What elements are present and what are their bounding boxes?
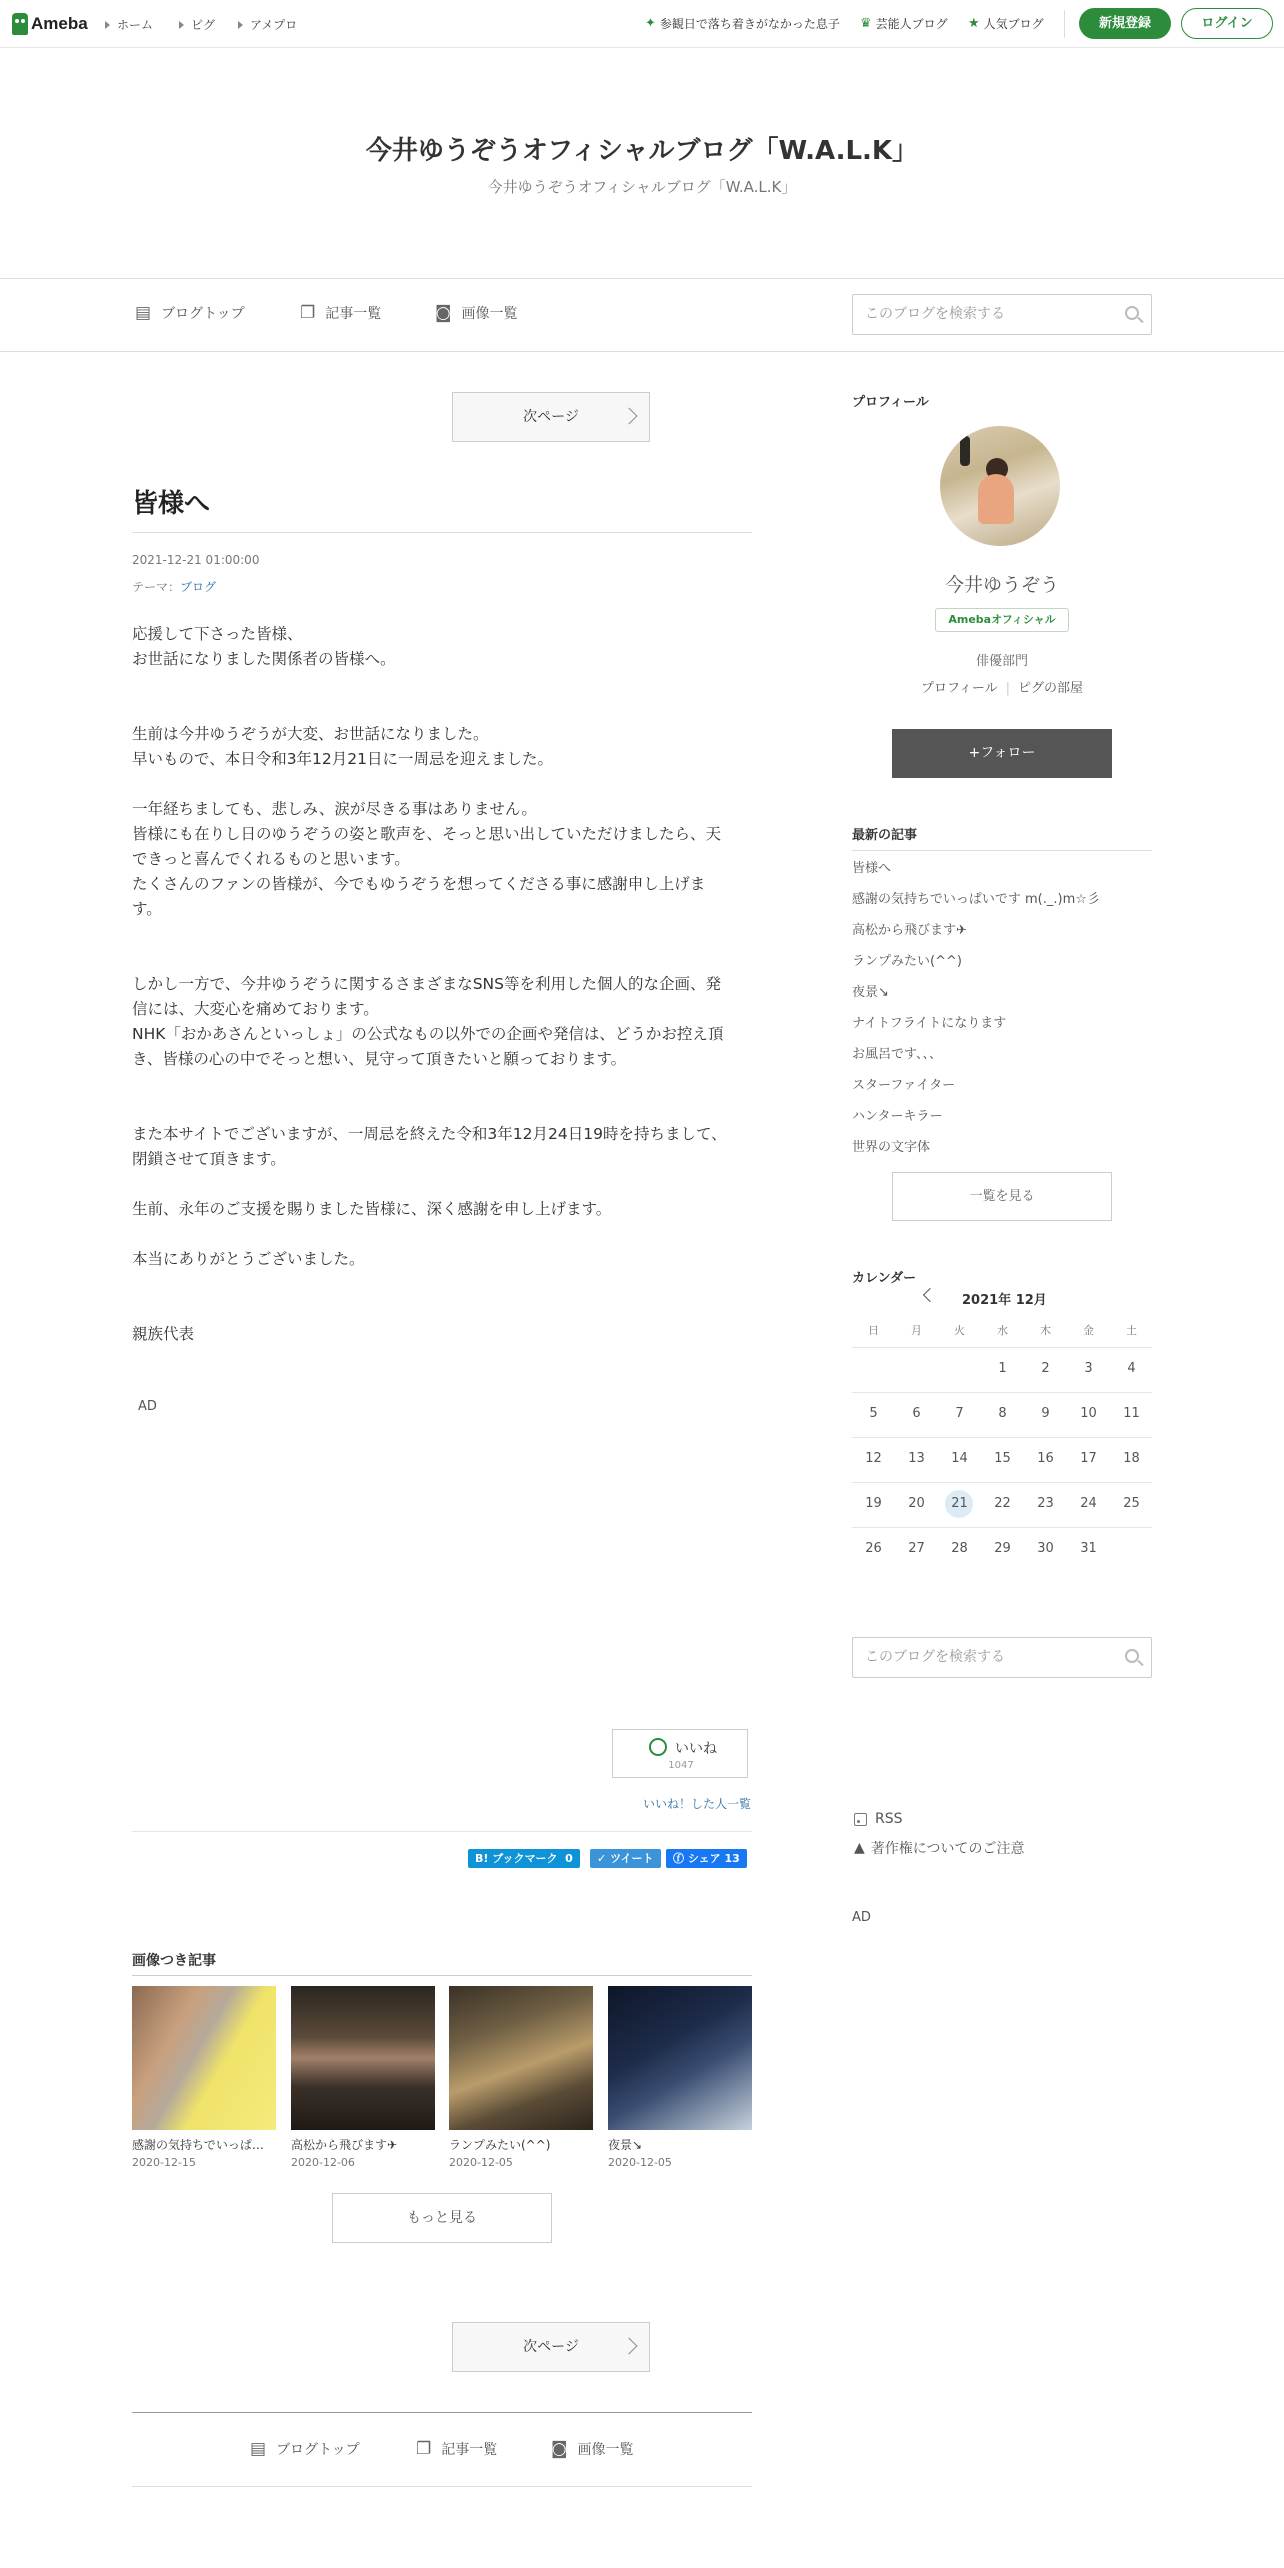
avatar-figure — [960, 436, 970, 466]
top-nav-amepro[interactable] — [238, 16, 297, 33]
image-articles-heading: 画像つき記事 — [132, 1953, 216, 1969]
text-line: 親族代表 — [132, 1325, 195, 1343]
calendar-day[interactable]: 21 — [951, 1496, 968, 1511]
text-line: す。 — [132, 900, 162, 918]
calendar-day[interactable]: 30 — [1037, 1541, 1054, 1556]
calendar-weekday: 日 — [868, 1324, 879, 1337]
warning-icon: ▲ — [854, 1840, 865, 1856]
bird-icon: ✓ — [597, 1852, 607, 1865]
avatar[interactable] — [940, 426, 1060, 546]
top-nav-home[interactable] — [105, 16, 153, 33]
search-placeholder: このブログを検索する — [865, 1649, 1005, 1665]
triangle-icon — [238, 21, 243, 29]
calendar-day[interactable]: 23 — [1037, 1496, 1054, 1511]
article-paragraph — [132, 797, 752, 922]
calendar-heading: カレンダー — [852, 1271, 917, 1286]
hatena-bookmark-button[interactable] — [468, 1849, 580, 1868]
text-line: 応援して下さった皆様、 — [132, 625, 303, 643]
list-all-button[interactable]: 一覧を見る — [892, 1172, 1112, 1221]
login-button[interactable]: ログイン — [1181, 8, 1273, 39]
calendar-day[interactable]: 8 — [998, 1406, 1007, 1421]
camera-icon: ◙ — [551, 2439, 568, 2459]
like-label: いいね — [675, 1741, 717, 1757]
search-icon[interactable] — [1125, 306, 1139, 320]
article-signature — [132, 1322, 752, 1347]
text-line: 本当にありがとうございました。 — [132, 1250, 365, 1268]
thumbnail-image[interactable] — [132, 1986, 276, 2130]
nav-label: 記事一覧 — [441, 2442, 498, 2458]
calendar-day[interactable]: 15 — [994, 1451, 1011, 1466]
recent-article-link[interactable]: お風呂です、、、 — [852, 1047, 942, 1062]
trending-link[interactable] — [645, 15, 840, 32]
tweet-label: ツイート — [610, 1852, 654, 1865]
nav-images[interactable] — [435, 303, 518, 323]
recent-article-link[interactable]: 夜景↘︎ — [852, 985, 889, 1000]
calendar-day[interactable]: 10 — [1080, 1406, 1097, 1421]
text-line: 生前、永年のご支援を賜りました皆様に、深く感謝を申し上げます。 — [132, 1200, 612, 1218]
calendar-day[interactable]: 28 — [951, 1541, 968, 1556]
article-paragraph — [132, 972, 752, 1072]
search-icon[interactable] — [1125, 1649, 1139, 1663]
rss-label: RSS — [875, 1811, 903, 1827]
calendar-day[interactable]: 7 — [955, 1406, 964, 1421]
calendar-day[interactable]: 25 — [1123, 1496, 1140, 1511]
pig-room-link[interactable]: ピグの部屋 — [1018, 681, 1084, 696]
text-line: たくさんのファンの皆様が、今でもゆうぞうを想ってくださる事に感謝申し上げま — [132, 875, 706, 893]
star-icon: ★ — [968, 16, 980, 31]
text-line: 一年経ちましても、悲しみ、涙が尽きる事はありません。 — [132, 800, 537, 818]
theme-link[interactable]: ブログ — [180, 580, 217, 594]
document-icon: ▤ — [135, 303, 152, 323]
crown-icon: ♛ — [860, 16, 872, 31]
article-paragraph — [132, 1247, 752, 1272]
search-input[interactable] — [852, 294, 1152, 335]
divider — [132, 1975, 752, 1976]
blog-subtitle: 今井ゆうぞうオフィシャルブログ「W.A.L.K」 — [487, 178, 797, 196]
calendar-weekday: 木 — [1040, 1324, 1051, 1337]
text-line: き、皆様の心の中でそっと想い、見守って頂きたいと願っております。 — [132, 1050, 627, 1068]
profile-heading: プロフィール — [852, 395, 929, 410]
article-paragraph — [132, 722, 752, 772]
thumbnail-image[interactable] — [608, 1986, 752, 2130]
nav-blog-top[interactable] — [135, 303, 245, 323]
recent-article-link[interactable]: 高松から飛びます✈︎ — [852, 923, 967, 938]
calendar-day[interactable]: 16 — [1037, 1451, 1054, 1466]
bookmark-label: B! ブックマーク — [475, 1852, 558, 1865]
chevron-left-icon[interactable] — [923, 1288, 937, 1302]
text-line: しかし一方で、今井ゆうぞうに関するさまざまなSNS等を利用した個人的な企画、発 — [132, 975, 721, 993]
thumbnail-title[interactable]: 感謝の気持ちでいっぱ… — [132, 2138, 264, 2152]
smile-icon — [649, 1738, 667, 1756]
facebook-share-button[interactable] — [666, 1849, 747, 1868]
recent-article-link[interactable]: 世界の文字体 — [852, 1140, 931, 1155]
popular-blog-label: 人気ブログ — [983, 17, 1044, 31]
ad-label: AD — [138, 1399, 157, 1414]
like-users-link[interactable]: いいね！した人一覧 — [643, 1797, 752, 1811]
facebook-icon: ⓕ — [673, 1852, 684, 1865]
text-line: 信には、大変心を痛めております。 — [132, 1000, 379, 1018]
celebrity-blog-link[interactable] — [860, 15, 948, 32]
thumbnail-image[interactable] — [291, 1986, 435, 2130]
calendar-day[interactable]: 4 — [1127, 1361, 1136, 1376]
next-page-button[interactable] — [452, 392, 650, 442]
calendar-day[interactable]: 24 — [1080, 1496, 1097, 1511]
divider — [852, 850, 1152, 851]
calendar-day[interactable]: 29 — [994, 1541, 1011, 1556]
calendar-weekday: 金 — [1083, 1324, 1094, 1337]
logo-text: Ameba — [31, 14, 88, 33]
thumbnail-title[interactable]: ランプみたい(^^) — [449, 2138, 551, 2152]
bottom-nav-images[interactable] — [551, 2439, 634, 2459]
copy-icon: ❐ — [416, 2439, 432, 2459]
text-line: 生前は今井ゆうぞうが大変、お世話になりました。 — [132, 725, 489, 743]
separator: | — [1005, 681, 1011, 696]
calendar-row-divider — [852, 1392, 1152, 1393]
thumbnail-date: 2020-12-15 — [132, 2156, 196, 2169]
calendar-day[interactable]: 6 — [912, 1406, 921, 1421]
chevron-right-icon — [621, 408, 638, 425]
top-nav-pig[interactable] — [179, 16, 215, 33]
calendar-day[interactable]: 17 — [1080, 1451, 1097, 1466]
calendar-day[interactable]: 13 — [908, 1451, 925, 1466]
nav-label: 記事一覧 — [325, 306, 382, 322]
text-line: また本サイトでございますが、一周忌を終えた令和3年12月24日19時を持ちまして、 — [132, 1125, 727, 1143]
sidebar-ad-label: AD — [852, 1910, 871, 1925]
calendar-weekday: 水 — [997, 1324, 1008, 1337]
tweet-button[interactable] — [590, 1849, 661, 1868]
thumbnail-image[interactable] — [449, 1986, 593, 2130]
top-nav-label: アメプロ — [250, 18, 298, 32]
calendar-day[interactable]: 14 — [951, 1451, 968, 1466]
like-count: 1047 — [668, 1760, 694, 1771]
calendar-day[interactable]: 26 — [865, 1541, 882, 1556]
divider — [132, 2486, 752, 2487]
camera-icon: ◙ — [435, 303, 452, 323]
triangle-icon — [179, 21, 184, 29]
text-line: 早いもので、本日令和3年12月21日に一周忌を迎えました。 — [132, 750, 553, 768]
avatar-body — [978, 474, 1014, 524]
calendar-day[interactable]: 27 — [908, 1541, 925, 1556]
divider — [132, 2412, 752, 2413]
chevron-right-icon — [621, 2338, 638, 2355]
thumbnail-date: 2020-12-05 — [449, 2156, 513, 2169]
calendar-row-divider — [852, 1347, 1152, 1348]
recent-article-link[interactable]: 感謝の気持ちでいっぱいです m(._.)m☆彡 — [852, 892, 1100, 907]
calendar-day[interactable]: 2 — [1041, 1361, 1050, 1376]
bottom-nav-blog-top[interactable] — [250, 2439, 360, 2459]
more-button[interactable]: もっと見る — [332, 2193, 552, 2243]
recent-article-link[interactable]: ランプみたい(^^) — [852, 954, 962, 969]
document-icon: ▤ — [250, 2439, 267, 2459]
ameba-logo-icon — [12, 13, 28, 35]
trending-link-label: 参観日で落ち着きがなかった息子 — [659, 17, 840, 31]
thumbnail-title[interactable]: 夜景↘︎ — [608, 2138, 643, 2152]
recent-article-link[interactable]: 皆様へ — [852, 861, 892, 876]
profile-link[interactable]: プロフィール — [920, 681, 998, 696]
sparkle-icon: ✦ — [645, 16, 656, 31]
search-placeholder: このブログを検索する — [865, 306, 1005, 322]
celebrity-blog-label: 芸能人ブログ — [875, 17, 948, 31]
share-count: 13 — [724, 1852, 740, 1865]
calendar-day[interactable]: 20 — [908, 1496, 925, 1511]
thumbnail-date: 2020-12-05 — [608, 2156, 672, 2169]
calendar-weekday: 土 — [1126, 1324, 1137, 1337]
calendar-day[interactable]: 5 — [869, 1406, 878, 1421]
nav-entries[interactable] — [300, 303, 381, 323]
calendar-day[interactable]: 1 — [998, 1361, 1007, 1376]
follow-button[interactable]: +フォロー — [892, 729, 1112, 778]
official-badge: Amebaオフィシャル — [935, 608, 1069, 632]
popular-blog-link[interactable] — [968, 15, 1044, 32]
nav-label: 画像一覧 — [461, 306, 518, 322]
ameba-logo[interactable] — [12, 12, 88, 36]
sidebar-search-input[interactable] — [852, 1637, 1152, 1678]
thumbnail-date: 2020-12-06 — [291, 2156, 355, 2169]
bottom-nav-entries[interactable] — [416, 2439, 497, 2459]
calendar-row-divider — [852, 1482, 1152, 1483]
text-line: 皆様にも在りし日のゆうぞうの姿と歌声を、そっと思い出していただけましたら、天 — [132, 825, 722, 843]
divider — [1064, 10, 1065, 38]
calendar-day[interactable]: 31 — [1080, 1541, 1097, 1556]
triangle-icon — [105, 21, 110, 29]
calendar-row-divider — [852, 1527, 1152, 1528]
nav-label: ブログトップ — [161, 306, 245, 322]
top-nav-label: ピグ — [191, 18, 216, 32]
rss-link[interactable] — [854, 1811, 903, 1827]
profile-name[interactable]: 今井ゆうぞう — [944, 574, 1059, 596]
rss-icon — [854, 1813, 867, 1826]
article-paragraph — [132, 1197, 752, 1222]
divider — [132, 532, 752, 533]
bookmark-count: 0 — [565, 1852, 573, 1865]
profile-department[interactable]: 俳優部門 — [975, 654, 1028, 669]
calendar-weekday: 月 — [911, 1324, 922, 1337]
calendar-day[interactable]: 3 — [1084, 1361, 1093, 1376]
text-line: お世話になりました関係者の皆様へ。 — [132, 650, 396, 668]
nav-label: ブログトップ — [276, 2442, 360, 2458]
recent-article-link[interactable]: ナイトフライトになります — [852, 1016, 1007, 1031]
calendar-weekday: 火 — [954, 1324, 965, 1337]
article-title[interactable]: 皆様へ — [132, 489, 211, 519]
nav-label: 画像一覧 — [577, 2442, 634, 2458]
top-nav-label: ホーム — [117, 18, 154, 32]
calendar-day[interactable]: 11 — [1123, 1406, 1140, 1421]
text-line: 閉鎖させて頂きます。 — [132, 1150, 286, 1168]
thumbnail-title[interactable]: 高松から飛びます✈︎ — [291, 2138, 398, 2152]
theme-label: テーマ： — [132, 580, 181, 594]
divider — [132, 1831, 752, 1832]
calendar-day[interactable]: 19 — [865, 1496, 882, 1511]
article-theme — [132, 578, 216, 595]
next-page-label: 次ページ — [523, 409, 579, 425]
calendar-day[interactable]: 18 — [1123, 1451, 1140, 1466]
blog-title[interactable]: 今井ゆうぞうオフィシャルブログ「W.A.L.K」 — [365, 136, 919, 166]
text-line: できっと喜んでくれるものと思います。 — [132, 850, 410, 868]
recent-heading: 最新の記事 — [852, 828, 918, 843]
register-button[interactable]: 新規登録 — [1079, 8, 1171, 39]
calendar-month: 2021年 12月 — [962, 1293, 1047, 1308]
copyright-label: 著作権についてのご注意 — [870, 1841, 1025, 1857]
recent-article-link[interactable]: スターファイター — [852, 1078, 956, 1093]
calendar-day[interactable]: 12 — [865, 1451, 882, 1466]
text-line: NHK「おかあさんといっしょ」の公式なもの以外での企画や発信は、どうかお控え頂 — [132, 1025, 724, 1043]
next-page-label: 次ページ — [523, 2339, 579, 2355]
recent-article-link[interactable]: ハンターキラー — [852, 1109, 943, 1124]
article-date: 2021-12-21 01:00:00 — [132, 553, 260, 567]
calendar-row-divider — [852, 1437, 1152, 1438]
profile-links — [852, 677, 1152, 696]
share-label: シェア — [687, 1852, 721, 1865]
next-page-button-bottom[interactable] — [452, 2322, 650, 2372]
calendar-day[interactable]: 22 — [994, 1496, 1011, 1511]
calendar-day[interactable]: 9 — [1041, 1406, 1050, 1421]
copy-icon: ❐ — [300, 303, 316, 323]
like-button[interactable] — [612, 1729, 748, 1778]
article-paragraph — [132, 622, 752, 672]
copyright-notice-link[interactable] — [854, 1838, 1025, 1858]
article-paragraph — [132, 1122, 752, 1172]
